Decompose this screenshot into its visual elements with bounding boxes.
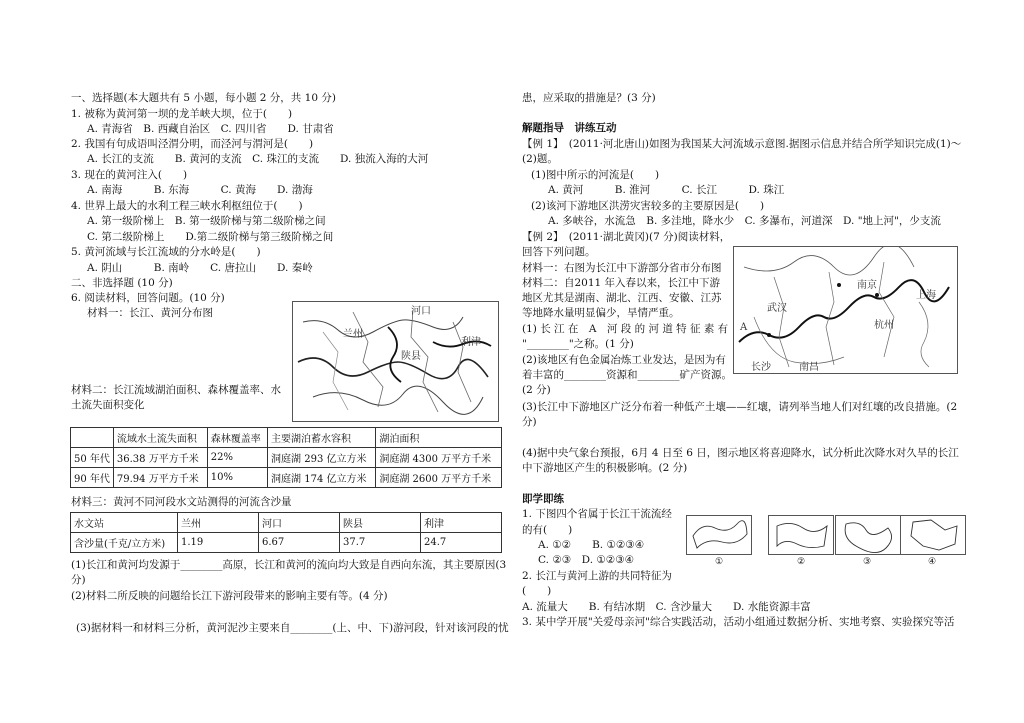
- lake-forest-table: [70, 427, 502, 488]
- yangtze-yellow-river-map: [292, 301, 499, 422]
- table-cell: 6.67: [259, 533, 340, 553]
- continuation-text: 患，应采取的措施是？(3 分): [522, 92, 656, 104]
- example-1: 【例 1】 (2011·河北唐山)如图为我国某大河流域示意图.据图示信息并结合所学知识完成(1)～: [522, 138, 962, 150]
- map1-label-lijin: 利津: [461, 337, 481, 348]
- thumb-label-2: ②: [797, 557, 806, 567]
- question-2: 2. 我国有句成语叫泾渭分明，而泾河与渭河是( ): [71, 138, 314, 150]
- question-5-options: A. 阴山 B. 南岭 C. 唐拉山 D. 秦岭: [87, 262, 313, 274]
- question-4-options-a: A. 第一级阶梯上 B. 第一级阶梯与第二级阶梯之间: [87, 215, 326, 227]
- example-1-q1: (1)图中所示的河流是( ): [531, 169, 660, 181]
- map2-label-shanghai: 上海: [916, 290, 936, 301]
- province-thumb-2: [768, 515, 834, 555]
- map2-label-a: A: [740, 322, 748, 333]
- ex2-subq-3-a: (3)长江中下游地区广泛分布着一种低产土壤——红壤，请列举当地人们对红壤的改良措施。(2: [522, 401, 958, 413]
- part1-header: 一、选择题(本大题共有 5 小题，每小题 2 分，共 10 分): [71, 92, 336, 104]
- question-4: 4. 世界上最大的水利工程三峡水利枢纽位于( ): [71, 200, 303, 212]
- practice-1-a: 1. 下图四个省属于长江干流流经: [522, 508, 672, 520]
- ex2-material-2-c: 等地降水量明显偏少，旱情严重。: [522, 307, 680, 319]
- middle-lower-yangtze-map: [733, 246, 958, 374]
- table-header-cell: 流域水土流失面积: [113, 428, 207, 448]
- table-cell: 洞庭湖 293 亿立方米: [268, 448, 376, 468]
- table-cell: 79.94 万平方千米: [113, 468, 207, 488]
- subquestion-3: (3)据材料一和材料三分析，黄河泥沙主要来自________(上、中、下)游河段，针对该河段的忧: [76, 622, 509, 634]
- example-1-b: (2)题。: [522, 153, 558, 165]
- table-header-row: [71, 513, 502, 533]
- table-cell: 37.7: [340, 533, 421, 553]
- ex2-subq-2-c: (2 分): [522, 384, 551, 396]
- ex2-material-2-b: 地区尤其是湖南、湖北、江西、安徽、江苏: [522, 292, 722, 304]
- table-cell: 1.19: [178, 533, 259, 553]
- map2-label-nanchang: 南昌: [799, 362, 819, 373]
- sediment-table: [70, 512, 502, 553]
- table-header-cell: 河口: [259, 513, 340, 533]
- river-map-graphic: [293, 302, 498, 421]
- material-2-title-b: 土流失面积变化: [71, 399, 145, 411]
- practice-1-options-a: A. ①② B. ①②③④: [538, 539, 645, 551]
- example-1-q2: (2)该河下游地区洪涝灾害较多的主要原因是( ): [531, 200, 765, 212]
- table-header-cell: 水文站: [71, 513, 178, 533]
- practice-3: 3. 某中学开展"关爱母亲河"综合实践活动，活动小组通过数据分析、实地考察、实验探究等活: [522, 616, 955, 628]
- table-row: [71, 448, 502, 468]
- province-thumb-4: [900, 515, 966, 555]
- table-cell: 洞庭湖 174 亿立方米: [268, 468, 376, 488]
- map1-label-shanxian: 陕县: [401, 351, 421, 362]
- thumb-label-1: ①: [715, 557, 724, 567]
- thumb-label-4: ④: [928, 557, 937, 567]
- table-row: [71, 468, 502, 488]
- map2-label-nanjing: 南京: [857, 280, 877, 291]
- ex2-subq-3-b: 分): [522, 416, 537, 428]
- table-cell: 22%: [207, 448, 267, 468]
- subquestion-1-b: 分): [71, 574, 86, 586]
- table-row: [71, 533, 502, 553]
- table-cell: 洞庭湖 2600 万平方千米: [376, 468, 502, 488]
- material-1-title: 材料一：长江、黄河分布图: [87, 307, 213, 319]
- map2-label-changsha: 长沙: [751, 362, 771, 373]
- example-1-q1-options: A. 黄河 B. 淮河 C. 长江 D. 珠江: [548, 184, 785, 196]
- table-header-cell: [71, 428, 114, 448]
- table-header-cell: 兰州: [178, 513, 259, 533]
- table-cell: 24.7: [421, 533, 502, 553]
- thumb-label-3: ③: [863, 557, 872, 567]
- ex2-subq-1-b: "________"之称。(1 分): [522, 338, 634, 350]
- question-5: 5. 黄河流域与长江流域的分水岭是( ): [71, 246, 261, 258]
- map1-label-hekou: 河口: [411, 306, 431, 317]
- table-header-cell: 森林覆盖率: [207, 428, 267, 448]
- table-header-cell: 利津: [421, 513, 502, 533]
- question-6: 6. 阅读材料，回答问题。(10 分): [71, 292, 225, 304]
- province-thumb-1: [686, 515, 752, 555]
- ex2-subq-2-b: 着丰富的________资源和________矿产资源。: [522, 369, 732, 381]
- province-thumb-3: [835, 515, 901, 555]
- guide-header: 解题指导 讲练互动: [522, 122, 617, 134]
- ex2-subq-2-a: (2)该地区有色金属冶炼工业发达，是因为有: [522, 354, 726, 366]
- ex2-subq-1-a: (1) 长 江 在 A 河 段 的 河 道 特 征 素 有: [522, 323, 729, 335]
- map1-label-lanzhou: 兰州: [343, 329, 363, 340]
- map2-label-hangzhou: 杭州: [874, 320, 894, 331]
- practice-1-options-b: C. ②③ D. ①②③④: [538, 554, 635, 566]
- table-cell: 10%: [207, 468, 267, 488]
- ex2-subq-4-a: (4)据中央气象台预报，6月 4 日至 6 日，图示地区将喜迎降水，试分析此次降水对久旱的长江: [522, 447, 959, 459]
- practice-2-b: ( ): [522, 585, 552, 597]
- material-2-title-a: 材料二：长江流域湖泊面积、森林覆盖率、水: [71, 384, 281, 396]
- question-3: 3. 现在的黄河注入( ): [71, 169, 188, 181]
- question-1: 1. 被称为黄河第一坝的龙羊峡大坝，位于( ): [71, 108, 293, 120]
- question-2-options: A. 长江的支流 B. 黄河的支流 C. 珠江的支流 D. 独流入海的大河: [87, 153, 429, 165]
- example-2-b: 回答下列问题。: [522, 246, 596, 258]
- ex2-material-2-a: 材料二：自2011 年入春以来，长江中下游: [522, 277, 721, 289]
- question-1-options: A. 青海省 B. 西藏自治区 C. 四川省 D. 甘肃省: [87, 123, 334, 135]
- practice-1-b: 的有( ): [522, 524, 573, 536]
- example-2: 【例 2】 (2011·湖北黄冈)(7 分)阅读材料，: [522, 231, 731, 243]
- table-cell: 洞庭湖 4300 万平方千米: [376, 448, 502, 468]
- table-cell: 90 年代: [71, 468, 114, 488]
- subquestion-2: (2)材料二所反映的问题给长江下游河段带来的影响主要有等。(4 分): [71, 590, 388, 602]
- practice-2-options: A. 流量大 B. 有结冰期 C. 含沙量大 D. 水能资源丰富: [522, 601, 811, 613]
- practice-header: 即学即练: [522, 493, 564, 505]
- example-1-q2-options: A. 多峡谷，水流急 B. 多洼地，降水少 C. 多瀑布，河道深 D. "地上河"，少支流: [548, 215, 941, 227]
- table-cell: 50 年代: [71, 448, 114, 468]
- table-header-cell: 陕县: [340, 513, 421, 533]
- question-3-options: A. 南海 B. 东海 C. 黄海 D. 渤海: [87, 184, 313, 196]
- ex2-subq-4-b: 中下游地区产生的积极影响。(2 分): [522, 462, 688, 474]
- subquestion-1-a: (1)长江和黄河均发源于________高原，长江和黄河的流向均大致是自西向东流，其主要原因(3: [71, 559, 507, 571]
- material-3-title: 材料三：黄河不同河段水文站测得的河流含沙量: [71, 496, 292, 508]
- map2-label-wuhan: 武汉: [767, 303, 787, 314]
- table-header-row: [71, 428, 502, 448]
- table-cell: 含沙量(千克/立方米): [71, 533, 178, 553]
- ex2-material-1: 材料一：右图为长江中下游部分省市分布图: [522, 262, 722, 274]
- part2-header: 二、非选择题 (10 分): [71, 277, 173, 289]
- table-cell: 36.38 万平方千米: [113, 448, 207, 468]
- table-header-cell: 主要湖泊蓄水容积: [268, 428, 376, 448]
- question-4-options-b: C. 第二级阶梯上 D.第二级阶梯与第三级阶梯之间: [87, 231, 334, 243]
- table-header-cell: 湖泊面积: [376, 428, 502, 448]
- practice-2: 2. 长江与黄河上游的共同特征为: [522, 570, 672, 582]
